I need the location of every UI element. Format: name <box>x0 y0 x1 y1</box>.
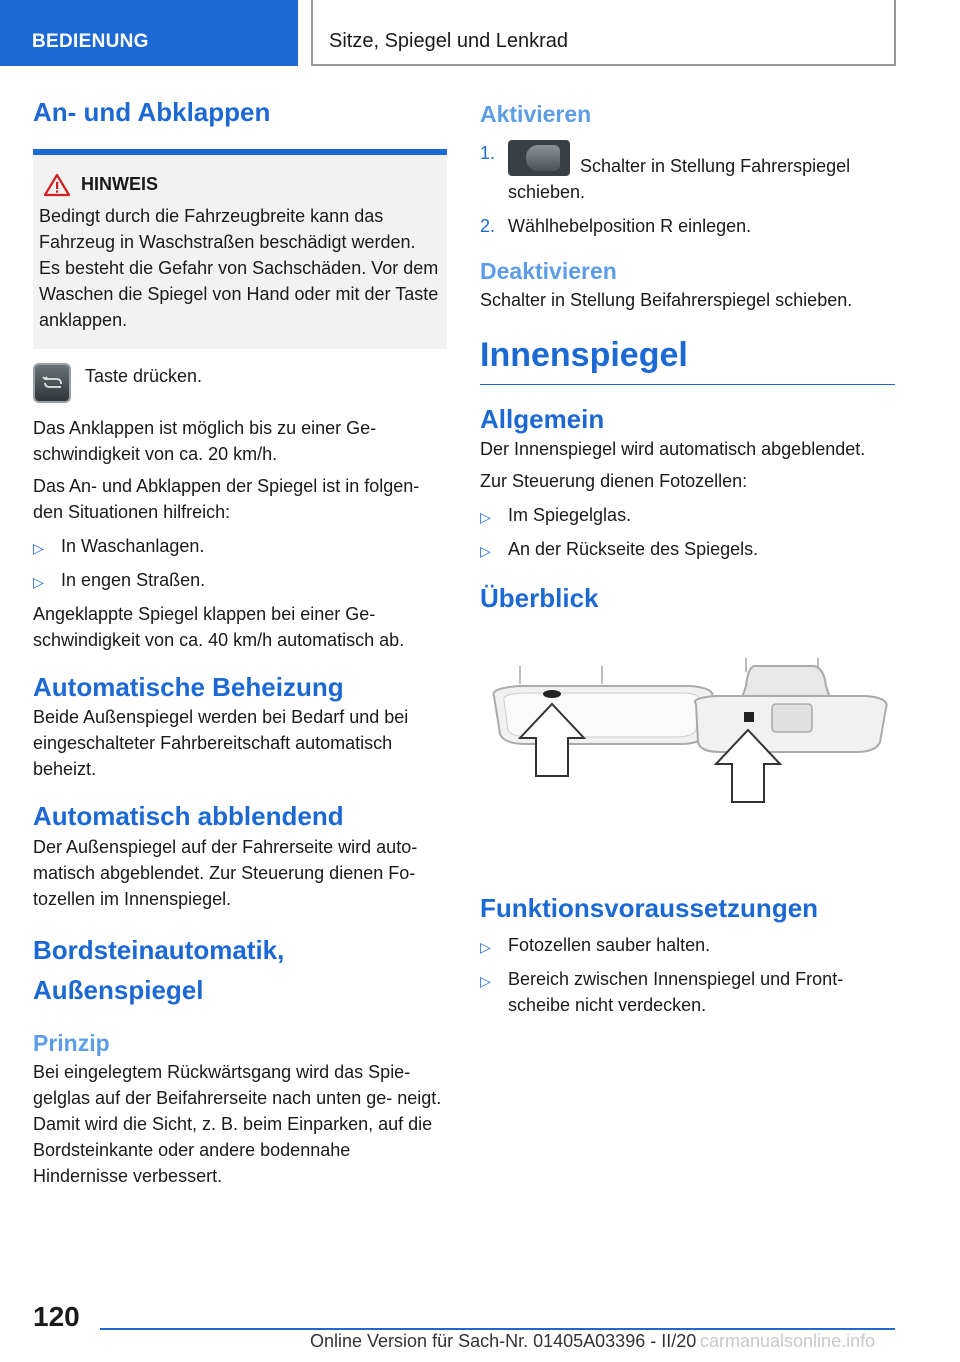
heading-curb: Bordsteinautomatik, Außenspiegel <box>33 935 285 1006</box>
triangle-bullet-icon: ▷ <box>480 938 491 955</box>
page-header <box>0 0 960 66</box>
dimming-text: Der Außenspiegel auf der Fahrerseite wird auto- matisch abgeblendet. Zur Steuerung dienen Fo- tozellen im Innenspiegel. <box>33 837 418 910</box>
warning-icon <box>43 173 71 197</box>
heading-fold: An- und Abklappen <box>33 97 271 127</box>
heading-general: Allgemein <box>480 403 605 434</box>
list-item: ▷ Fotozellen sauber halten. <box>480 932 895 960</box>
heading-deactivate: Deaktivieren <box>480 257 617 284</box>
mirror-selector-switch-icon <box>508 140 570 176</box>
photocell-list <box>480 502 895 564</box>
general-text-2: Zur Steuerung dienen Fotozellen: <box>480 471 748 492</box>
heading-activate: Aktivieren <box>480 101 592 127</box>
notice-header <box>39 173 441 197</box>
requirements-list <box>480 932 895 1018</box>
deactivate-text: Schalter in Stellung Beifahrerspiegel schieben. <box>480 289 853 310</box>
chapter-title: Sitze, Spiegel und Lenkrad <box>311 0 896 66</box>
fold-key-row <box>33 363 447 403</box>
notice-box <box>33 149 447 349</box>
footer-divider <box>100 1328 895 1330</box>
list-item: ▷ An der Rückseite des Spiegels. <box>480 536 895 564</box>
heading-principle: Prinzip <box>33 1029 110 1056</box>
triangle-bullet-icon: ▷ <box>480 543 491 560</box>
step-item: 1. Schalter in Stellung Fahrerspiegel schieben. <box>480 140 895 205</box>
page-number: 120 <box>33 1301 80 1332</box>
triangle-bullet-icon: ▷ <box>480 509 491 526</box>
mirror-front-view <box>520 666 602 684</box>
unfold-speed-text: Angeklappte Spiegel klappen bei einer Ge- schwindigkeit von ca. 40 km/h automatisch ab. <box>33 603 405 650</box>
footer-version-text: Online Version für Sach-Nr. 01405A03396 - II/20 <box>310 1331 697 1351</box>
heading-requirements: Funktionsvoraussetzungen <box>480 893 819 924</box>
list-item: ▷ Bereich zwischen Innenspiegel und Front- scheibe nicht verdecken. <box>480 966 895 1018</box>
notice-title: HINWEIS <box>81 174 159 194</box>
activate-steps <box>480 140 895 239</box>
step-item: 2. Wählhebelposition R einlegen. <box>480 215 752 236</box>
heating-text: Beide Außenspiegel werden bei Bedarf und bei eingeschalteter Fahrbereitschaft automatisch beheizt. <box>33 707 409 780</box>
left-column <box>33 96 447 1189</box>
heading-overview: Überblick <box>480 583 599 614</box>
list-item: ▷ In Waschanlagen. <box>33 533 447 561</box>
right-column <box>480 96 895 1018</box>
triangle-bullet-icon: ▷ <box>480 972 491 989</box>
general-text-1: Der Innenspiegel wird automatisch abgeblendet. <box>480 439 866 460</box>
watermark: carmanualsonline.info <box>700 1331 876 1351</box>
list-item: ▷ In engen Straßen. <box>33 567 447 595</box>
fold-situations-text: Das An- und Abklappen der Spiegel ist in folgen- den Situationen hilfreich: <box>33 475 420 522</box>
heading-dimming: Automatisch abblendend <box>33 801 344 832</box>
fold-mirror-button-icon <box>33 363 71 403</box>
section-tab[interactable]: BEDIENUNG <box>0 0 298 66</box>
triangle-bullet-icon: ▷ <box>33 539 44 556</box>
situation-list <box>33 533 447 595</box>
triangle-bullet-icon: ▷ <box>33 573 44 590</box>
heading-inner-mirror: Innenspiegel <box>480 335 895 385</box>
inner-mirror-illustration <box>480 646 895 876</box>
heading-heating: Automatische Beheizung <box>33 671 344 702</box>
key-instruction: Taste drücken. <box>85 365 203 386</box>
principle-text: Bei eingelegtem Rückwärtsgang wird das Spie- gelglas auf der Beifahrerseite nach unten ge- neigt. Damit wird die Sicht, z. B. beim Einparken, auf die Bordsteinkante oder andere bodennahe Hindernisse verbessert. <box>33 1061 442 1186</box>
notice-text: Bedingt durch die Fahrzeugbreite kann das Fahrzeug in Waschstraßen beschädigt werden. Es besteht die Gefahr von Sachschäden. Vor dem Waschen die Spiegel von Hand oder mit der Taste anklappen. <box>39 205 439 330</box>
list-item: ▷ Im Spiegelglas. <box>480 502 895 530</box>
fold-speed-text: Das Anklappen ist möglich bis zu einer Ge- schwindigkeit von ca. 20 km/h. <box>33 417 377 464</box>
